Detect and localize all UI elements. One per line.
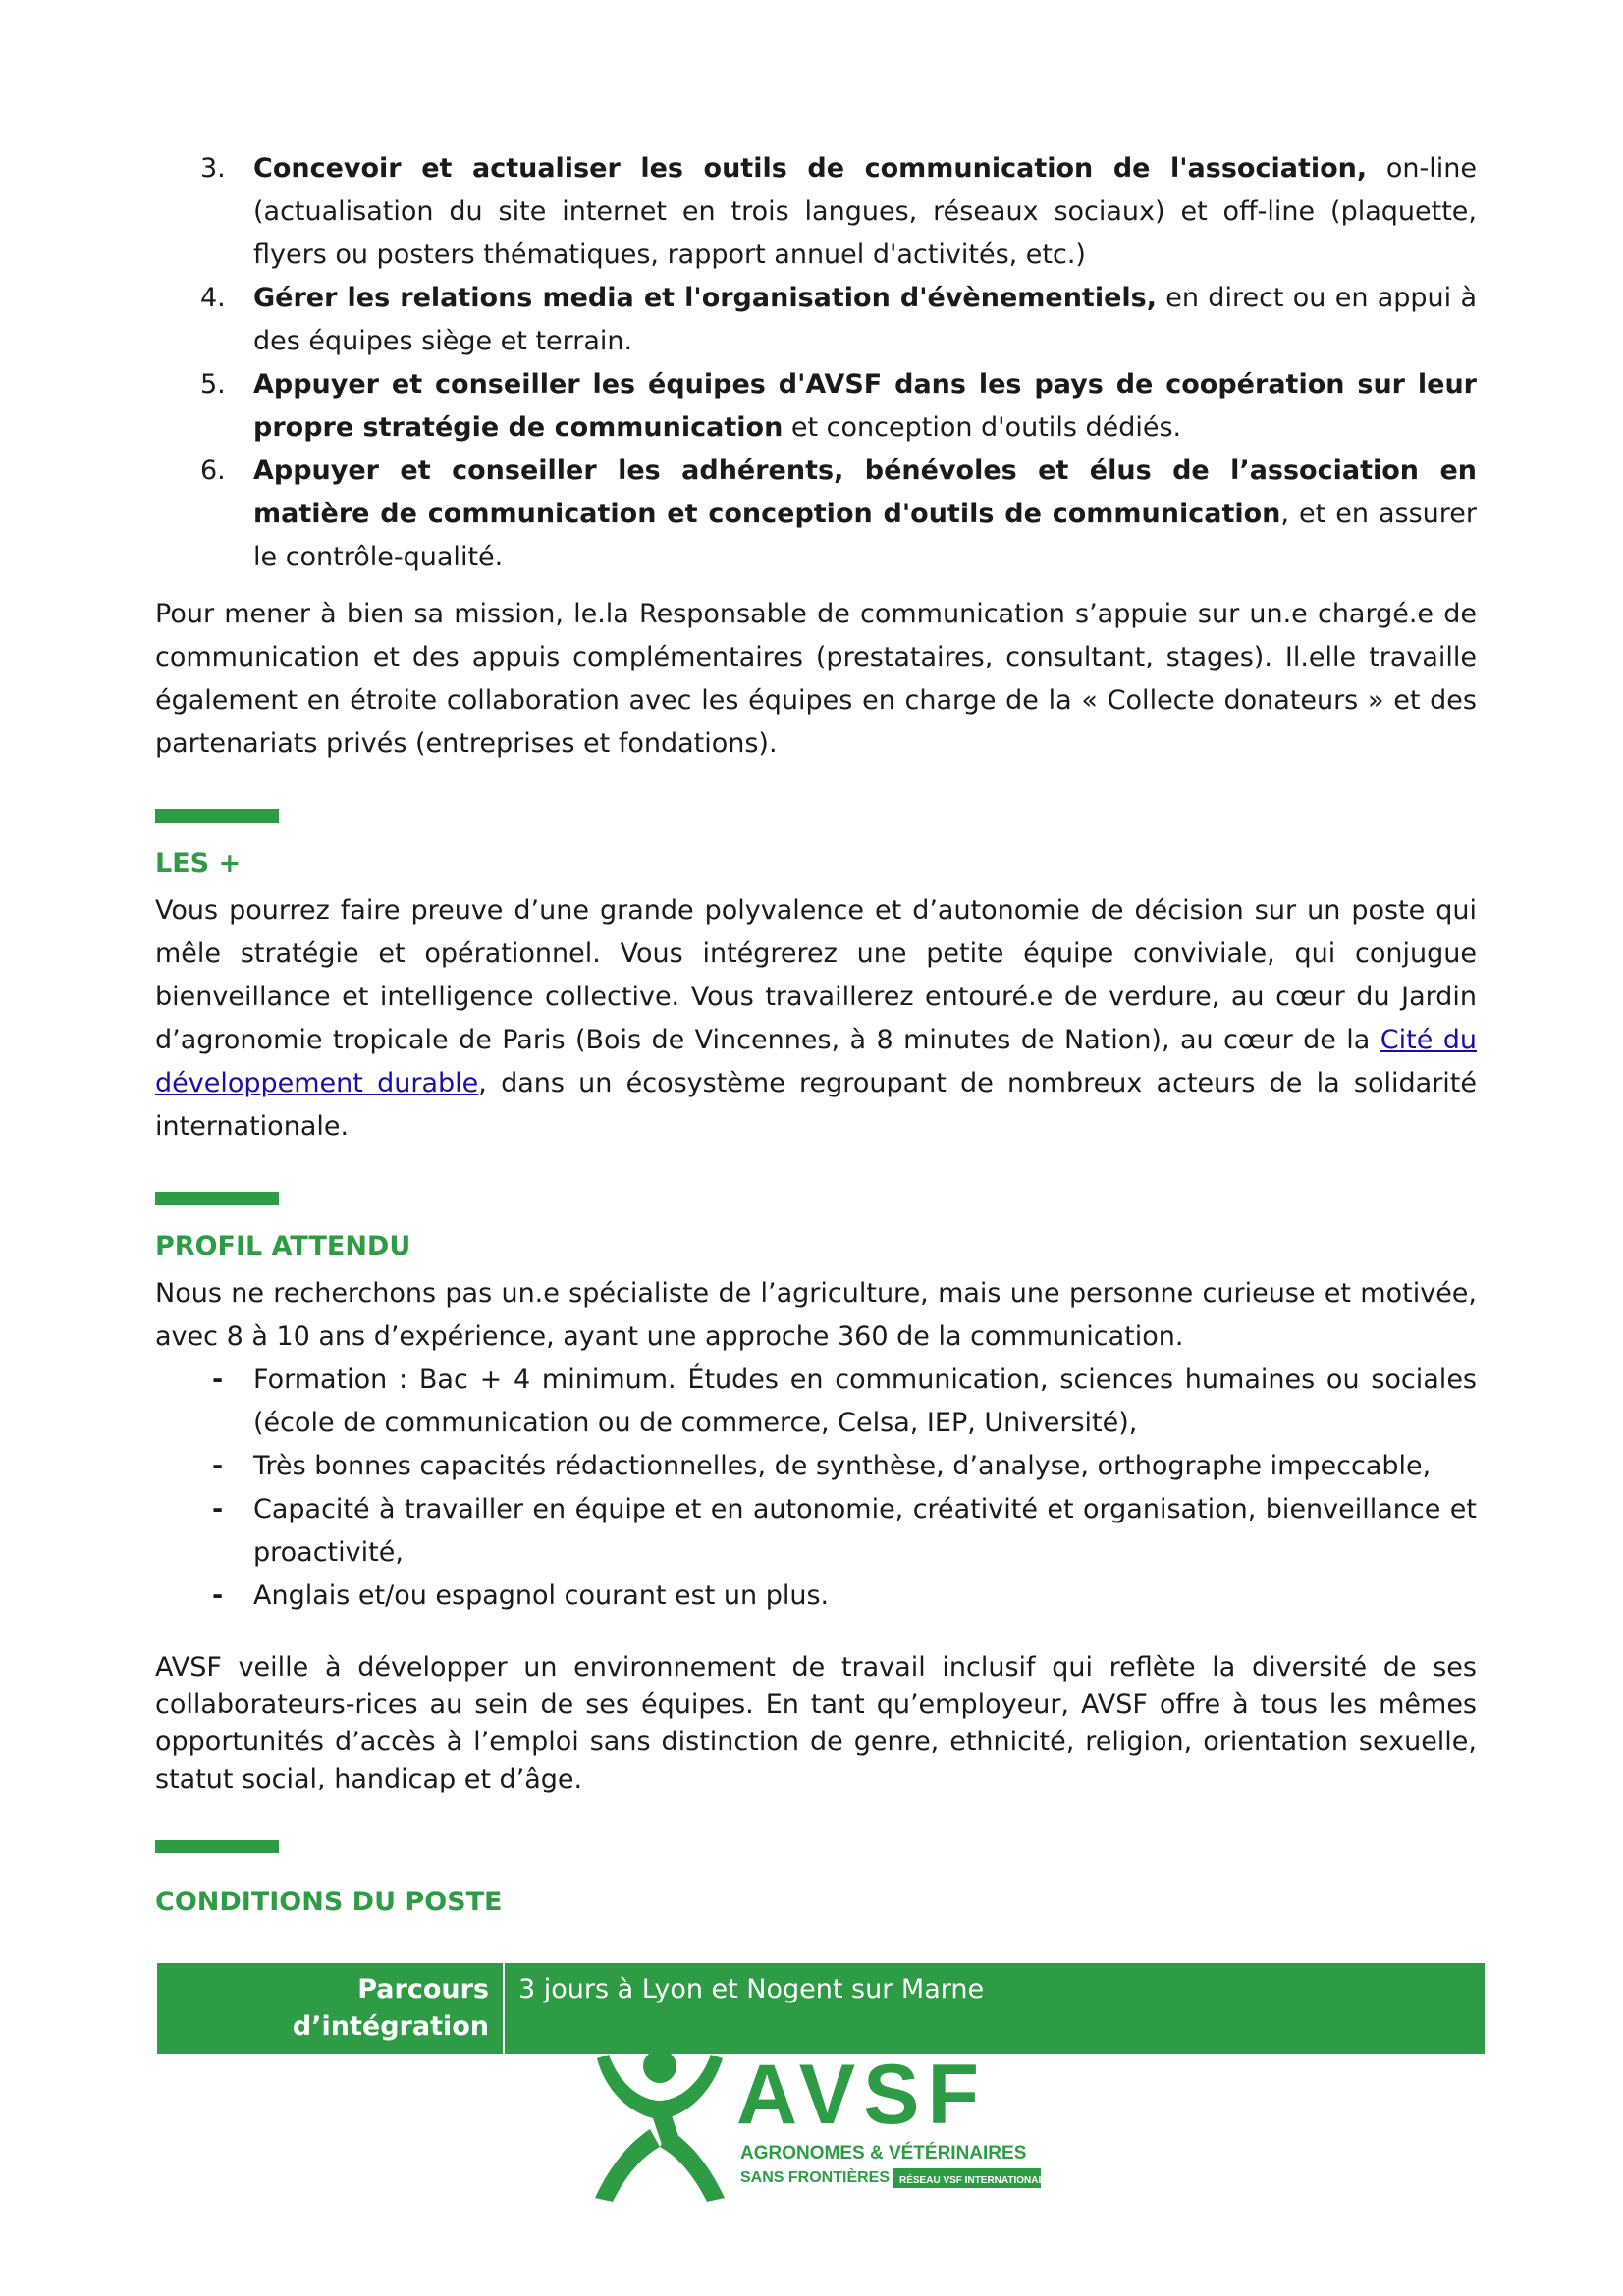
section-divider-bar xyxy=(155,1192,279,1205)
profil-item xyxy=(155,1575,1477,1618)
profil-heading: PROFIL ATTENDU xyxy=(155,1231,411,1261)
task-number: 4. xyxy=(200,283,226,313)
task-text: on-line (actualisation du site internet en trois langues, réseaux sociaux) et off-line (plaquette, flyers ou posters thématiques, rapport annuel d'activités, etc.) xyxy=(253,153,1477,270)
cite-developpement-link[interactable]: Cité du développement durable xyxy=(155,1025,1478,1098)
les-plus-text: Vous pourrez faire preuve d’une grande polyvalence et d’autonomie de décision sur un poste qui mêle stratégie et opérationnel. Vous intégrerez une petite équipe conviviale, qui conjugue bienveillance et intelligence collective. Vous travaillerez entouré.e de verdure, au cœur du Jardin d’agronomie tropicale de Paris (Bois de Vincennes, à 8 minutes de Nation), au cœur de la xyxy=(155,895,1477,1055)
tasks-list xyxy=(155,147,1477,579)
profil-item-text: Anglais et/ou espagnol courant est un plus. xyxy=(253,1580,830,1611)
profil-item-text: Formation : Bac + 4 minimum. Études en communication, sciences humaines ou sociales (école de communication ou de commerce, Celsa, IEP, Université), xyxy=(253,1364,1477,1438)
avsf-logo xyxy=(587,2047,1049,2204)
profil-item xyxy=(155,1445,1477,1488)
task-text: , et en assurer le contrôle-qualité. xyxy=(253,499,1477,572)
task-title: Appuyer et conseiller les équipes d'AVSF dans les pays de coopération sur leur propre stratégie de communication xyxy=(253,369,1477,443)
task-item xyxy=(155,277,1477,363)
avsf-wordmark: AVSF xyxy=(736,2048,987,2142)
task-number: 3. xyxy=(200,153,226,184)
task-text: et conception d'outils dédiés. xyxy=(783,412,1182,443)
person-figure-icon xyxy=(595,2050,725,2202)
task-item xyxy=(155,363,1477,450)
mission-paragraph: Pour mener à bien sa mission, le.la Responsable de communication s’appuie sur un.e chargé.e de communication et des appuis complémentaires (prestataires, consultant, stages). Il.elle travaille également en étroite collaboration avec les équipes en charge de la « Collecte donateurs » et des partenariats privés (entreprises et fondations). xyxy=(155,599,1477,759)
task-number: 6. xyxy=(200,455,226,486)
conditions-value: 3 jours à Lyon et Nogent sur Marne xyxy=(504,1963,1485,2054)
task-title: Concevoir et actualiser les outils de communication de l'association, xyxy=(253,153,1368,184)
task-title: Gérer les relations media et l'organisation d'évènementiels, xyxy=(253,283,1157,313)
task-title: Appuyer et conseiller les adhérents, bénévoles et élus de l’association en matière de communication et conception d'outils de communication xyxy=(253,455,1477,529)
task-item xyxy=(155,450,1477,579)
dash-bullet: - xyxy=(212,1451,224,1481)
dash-bullet: - xyxy=(212,1364,224,1395)
profil-list xyxy=(155,1359,1477,1618)
profil-item xyxy=(155,1359,1477,1445)
dash-bullet: - xyxy=(212,1580,224,1611)
task-item xyxy=(155,147,1477,277)
section-divider-bar xyxy=(155,1840,279,1853)
section-divider-bar xyxy=(155,809,279,823)
les-plus-text-end: , dans un écosystème regroupant de nombreux acteurs de la solidarité internationale. xyxy=(155,1068,1477,1142)
inclusive-paragraph: AVSF veille à développer un environnement de travail inclusif qui reflète la diversité de ses collaborateurs-rices au sein de ses équipes. En tant qu’employeur, AVSF offre à tous les mêmes opportunités d’accès à l’emploi sans distinction de genre, ethnicité, religion, orientation sexuelle, statut social, handicap et d’âge. xyxy=(155,1652,1477,1794)
task-text: en direct ou en appui à des équipes siège et terrain. xyxy=(253,283,1478,356)
avsf-logo-graphic xyxy=(587,2047,1049,2204)
logo-tag: RÉSEAU VSF INTERNATIONAL xyxy=(899,2175,1045,2186)
logo-subtitle-1: AGRONOMES & VÉTÉRINAIRES xyxy=(740,2143,1027,2163)
document-content xyxy=(155,147,1477,2054)
conditions-heading: CONDITIONS DU POSTE xyxy=(155,1887,503,1917)
table-row xyxy=(157,1963,1485,2054)
task-number: 5. xyxy=(200,369,226,400)
dash-bullet: - xyxy=(212,1494,224,1524)
conditions-label: Parcours d’intégration xyxy=(157,1963,504,2054)
profil-item-text: Capacité à travailler en équipe et en autonomie, créativité et organisation, bienveillance et proactivité, xyxy=(253,1494,1477,1568)
logo-subtitle-2: SANS FRONTIÈRES xyxy=(740,2169,891,2186)
profil-item xyxy=(155,1488,1477,1575)
profil-intro: Nous ne recherchons pas un.e spécialiste de l’agriculture, mais une personne curieuse et motivée, avec 8 à 10 ans d’expérience, ayant une approche 360 de la communication. xyxy=(155,1278,1477,1352)
les-plus-paragraph xyxy=(155,889,1477,1148)
les-plus-heading: LES + xyxy=(155,848,242,879)
conditions-table xyxy=(157,1963,1485,2054)
profil-item-text: Très bonnes capacités rédactionnelles, de synthèse, d’analyse, orthographe impeccable, xyxy=(253,1451,1432,1481)
